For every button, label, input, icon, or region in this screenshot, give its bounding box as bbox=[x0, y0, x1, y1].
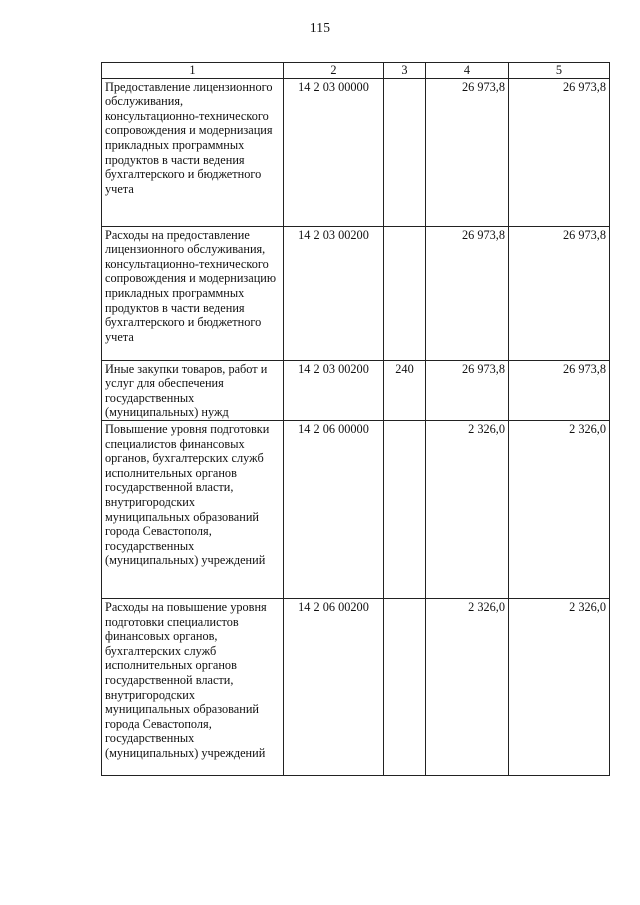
column-header-1: 1 bbox=[102, 63, 284, 79]
table-row bbox=[102, 226, 610, 360]
table-header bbox=[102, 63, 610, 79]
header-row bbox=[102, 63, 610, 79]
column-header-3: 3 bbox=[384, 63, 426, 79]
row-name-cell: Предоставление лицензионного обслуживания, консультационно-технического сопровождения и модернизация прикладных программных продуктов в части ведения бухгалтерского и бюджетного учета bbox=[102, 78, 284, 226]
row-code-cell: 14 2 06 00000 bbox=[284, 420, 384, 598]
column-header-4: 4 bbox=[426, 63, 509, 79]
row-amount-cell: 26 973,8 bbox=[509, 360, 610, 420]
row-amount-cell: 26 973,8 bbox=[509, 78, 610, 226]
row-amount-cell: 2 326,0 bbox=[426, 420, 509, 598]
row-code-cell: 14 2 03 00200 bbox=[284, 360, 384, 420]
row-code-cell: 14 2 06 00200 bbox=[284, 598, 384, 775]
table-row bbox=[102, 598, 610, 775]
row-amount-cell: 26 973,8 bbox=[426, 360, 509, 420]
row-amount-cell: 26 973,8 bbox=[509, 226, 610, 360]
row-amount-cell: 2 326,0 bbox=[426, 598, 509, 775]
row-amount-cell: 2 326,0 bbox=[509, 598, 610, 775]
row-name-cell: Повышение уровня подготовки специалистов финансовых органов, бухгалтерских служб исполнительных органов государственной власти, внутригородских муниципальных образований города Севастополя, государственных (муниципальных) учреждений bbox=[102, 420, 284, 598]
row-amount-cell: 2 326,0 bbox=[509, 420, 610, 598]
row-kvr-cell bbox=[384, 420, 426, 598]
row-name-cell: Расходы на повышение уровня подготовки специалистов финансовых органов, бухгалтерских служб исполнительных органов государственной власти, внутригородских муниципальных образований города Севастополя, государственных (муниципальных) учреждений bbox=[102, 598, 284, 775]
page-number: 115 bbox=[309, 20, 331, 35]
column-header-2: 2 bbox=[284, 63, 384, 79]
row-kvr-cell bbox=[384, 78, 426, 226]
row-name-cell: Расходы на предоставление лицензионного обслуживания, консультационно-технического сопровождения и модернизацию прикладных программных продуктов в части ведения бухгалтерского и бюджетного учета bbox=[102, 226, 284, 360]
row-amount-cell: 26 973,8 bbox=[426, 78, 509, 226]
row-kvr-cell: 240 bbox=[384, 360, 426, 420]
table-body bbox=[102, 78, 610, 775]
table-row bbox=[102, 420, 610, 598]
row-code-cell: 14 2 03 00000 bbox=[284, 78, 384, 226]
row-amount-cell: 26 973,8 bbox=[426, 226, 509, 360]
row-kvr-cell bbox=[384, 598, 426, 775]
row-kvr-cell bbox=[384, 226, 426, 360]
budget-table bbox=[101, 62, 610, 776]
row-code-cell: 14 2 03 00200 bbox=[284, 226, 384, 360]
row-name-cell: Иные закупки товаров, работ и услуг для обеспечения государственных (муниципальных) нужд bbox=[102, 360, 284, 420]
table-row bbox=[102, 360, 610, 420]
column-header-5: 5 bbox=[509, 63, 610, 79]
table-row bbox=[102, 78, 610, 226]
